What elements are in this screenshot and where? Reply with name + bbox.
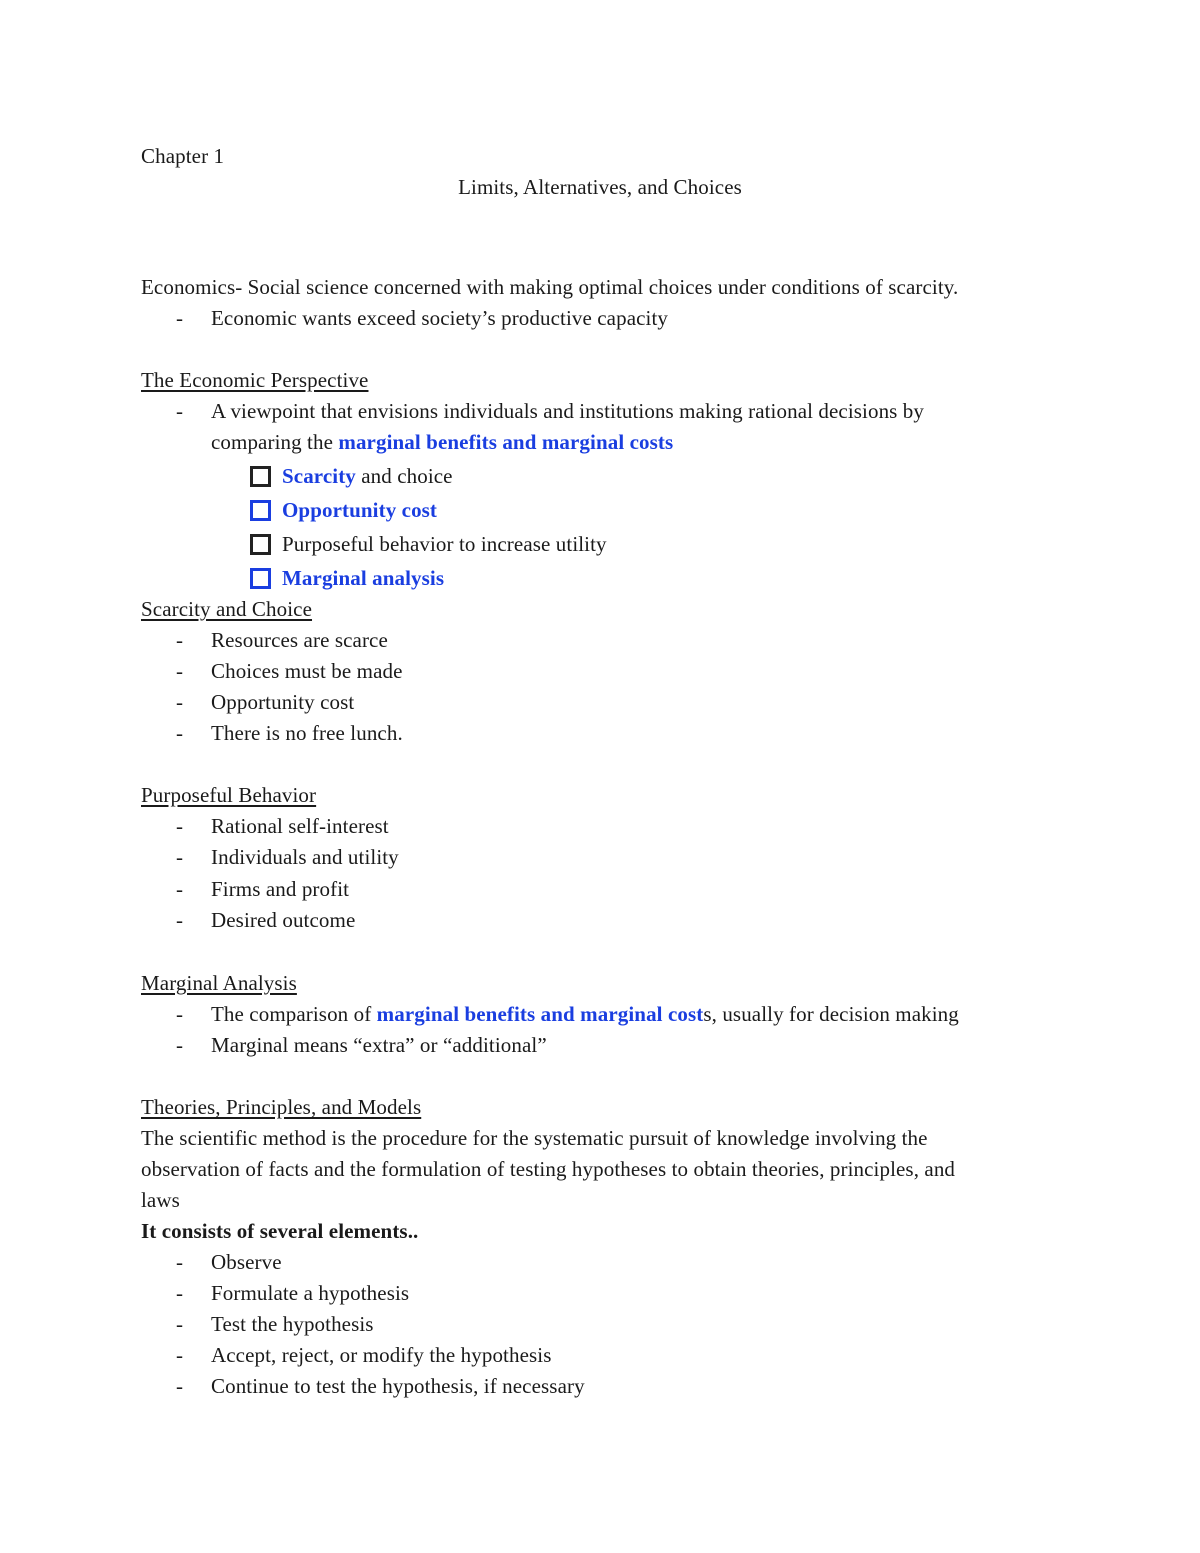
list-item: Firms and profit	[211, 877, 350, 901]
list-item: Resources are scarce	[211, 628, 388, 652]
bullet-dash: -	[176, 1374, 183, 1398]
list-item: Rational self-interest	[211, 814, 389, 838]
chapter-label: Chapter 1	[141, 144, 225, 168]
paragraph-line: observation of facts and the formulation of testing hypotheses to obtain theories, principles, and	[141, 1157, 956, 1181]
checklist-item: Marginal analysis	[282, 566, 445, 590]
bullet-dash: -	[176, 399, 183, 423]
checkbox-icon	[250, 466, 271, 487]
checklist-item: Purposeful behavior to increase utility	[282, 532, 607, 556]
checklist-item: Opportunity cost	[282, 498, 438, 522]
bullet-dash: -	[176, 628, 183, 652]
bullet-dash: -	[176, 814, 183, 838]
checkbox-icon	[250, 568, 271, 589]
list-item: Continue to test the hypothesis, if necessary	[211, 1374, 585, 1398]
bullet-dash: -	[176, 1343, 183, 1367]
paragraph-line: laws	[141, 1188, 180, 1212]
bullet-dash: -	[176, 721, 183, 745]
bullet-dash: -	[176, 908, 183, 932]
section-heading-purposeful: Purposeful Behavior	[141, 783, 317, 807]
section-heading-marginal: Marginal Analysis	[141, 971, 297, 995]
bullet-dash: -	[176, 1002, 183, 1026]
intro-bullet: Economic wants exceed society’s productive capacity	[211, 306, 669, 330]
list-item: The comparison of marginal benefits and marginal costs, usually for decision making	[211, 1002, 959, 1026]
page-title: Limits, Alternatives, and Choices	[458, 175, 742, 199]
bullet-dash: -	[176, 690, 183, 714]
bullet-dash: -	[176, 1281, 183, 1305]
list-item: Formulate a hypothesis	[211, 1281, 410, 1305]
perspective-bullet-line2: comparing the marginal benefits and marginal costs	[211, 430, 674, 454]
highlight-marginal-benefits: marginal benefits and marginal costs	[338, 430, 674, 454]
checkbox-icon	[250, 500, 271, 521]
list-item: Test the hypothesis	[211, 1312, 374, 1336]
section-heading-perspective: The Economic Perspective	[141, 368, 369, 392]
list-item: Opportunity cost	[211, 690, 355, 714]
list-item: Desired outcome	[211, 908, 356, 932]
paragraph-line: The scientific method is the procedure for the systematic pursuit of knowledge involving the	[141, 1126, 928, 1150]
bullet-dash: -	[176, 845, 183, 869]
section-heading-theories: Theories, Principles, and Models	[141, 1095, 422, 1119]
highlight-marginal-costs: marginal benefits and marginal cost	[376, 1002, 704, 1026]
list-item: There is no free lunch.	[211, 721, 403, 745]
checklist-item: Scarcity and choice	[282, 464, 453, 488]
bullet-dash: -	[176, 1312, 183, 1336]
section-heading-scarcity: Scarcity and Choice	[141, 597, 313, 621]
bullet-dash: -	[176, 1250, 183, 1274]
bullet-dash: -	[176, 659, 183, 683]
list-item: Marginal means “extra” or “additional”	[211, 1033, 547, 1057]
perspective-bullet-line1: A viewpoint that envisions individuals and institutions making rational decisions by	[211, 399, 925, 423]
bullet-dash: -	[176, 306, 183, 330]
checkbox-icon	[250, 534, 271, 555]
economics-definition: Economics- Social science concerned with making optimal choices under conditions of scarcity.	[141, 275, 959, 299]
bullet-dash: -	[176, 877, 183, 901]
bullet-dash: -	[176, 1033, 183, 1057]
bold-intro-line: It consists of several elements..	[141, 1219, 419, 1243]
list-item: Accept, reject, or modify the hypothesis	[211, 1343, 552, 1367]
list-item: Individuals and utility	[211, 845, 399, 869]
list-item: Observe	[211, 1250, 282, 1274]
list-item: Choices must be made	[211, 659, 403, 683]
